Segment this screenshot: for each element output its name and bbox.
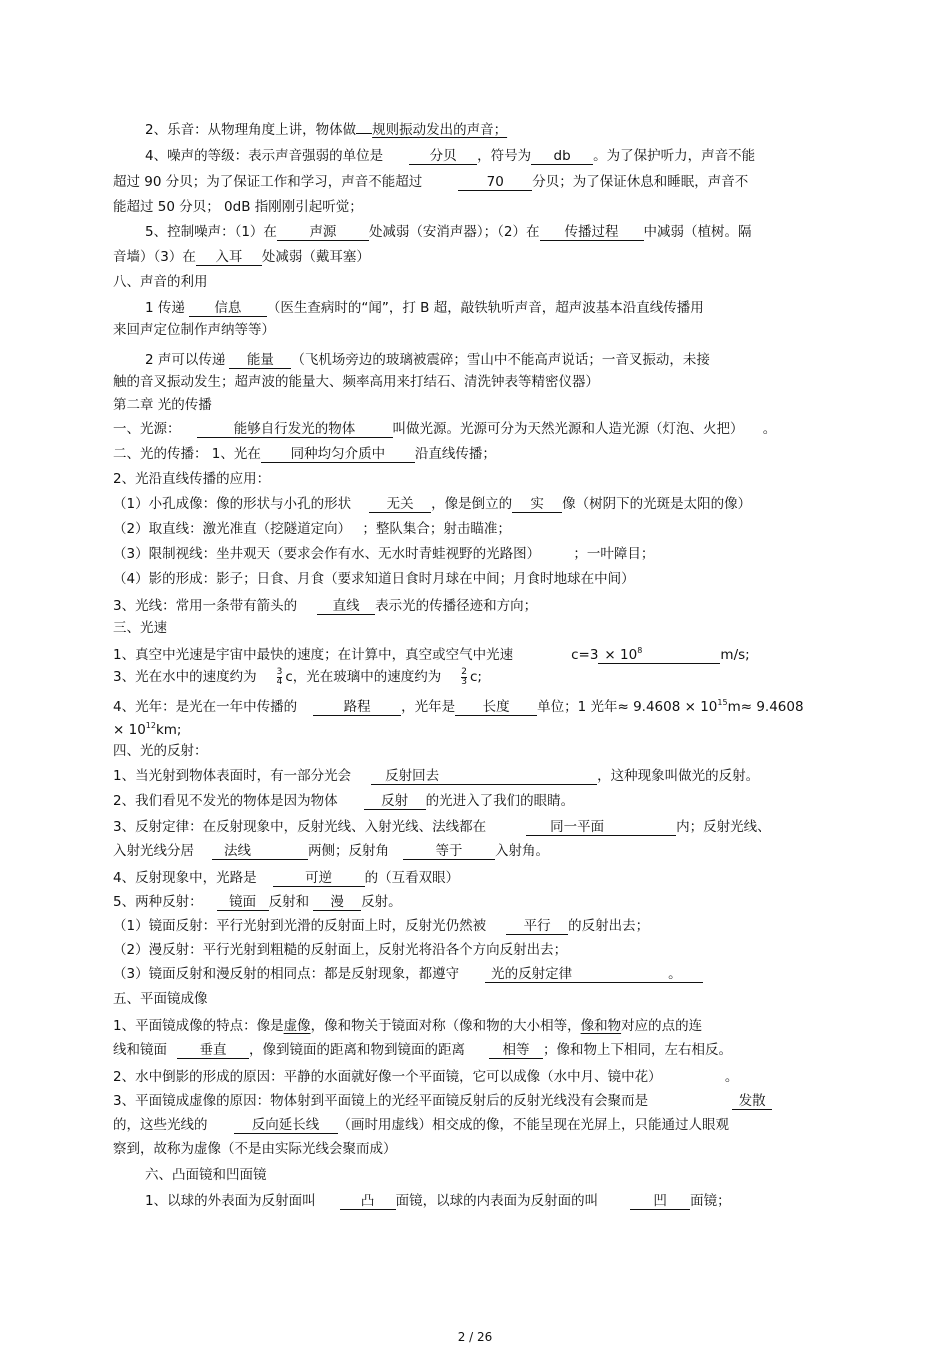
line-speed-media: 3、光在水中的速度约为 $\frac{3}{4}$ c，光在玻璃中的速度约为 $\frac{2}{3}$ c; (113, 666, 482, 687)
answer-ear: 入耳 (196, 249, 262, 266)
line-reflection-water: 2、水中倒影的形成的原因：平静的水面就好像一个平面镜，它可以成像（水中月、镜中花） 。 (113, 1069, 739, 1085)
answer-diverge: 发散 (732, 1093, 772, 1110)
answer-virtual-image: 虚像 (283, 1018, 311, 1034)
answer-reflect-back: 反射回去 (371, 768, 597, 785)
line-pinhole: （1）小孔成像：像的形状与小孔的形状 无关 ，像是倒立的 实 像（树阴下的光斑是太阳的像） (113, 496, 752, 512)
answer-normal: 法线 (212, 843, 308, 860)
line-virtual-image-reason-3: 察到，故称为虚像（不是由实际光线会聚而成） (113, 1141, 397, 1157)
fraction-two-thirds: $\frac{2}{3}$ (461, 666, 467, 687)
line-reflection-law: 3、反射定律：在反射现象中，反射光线、入射光线、法线都在 同一平面 内；反射光线、 (113, 819, 771, 835)
answer-reflection-law: 光的反射定律 。 (485, 966, 703, 983)
answer-concave: 凹 (630, 1193, 690, 1210)
line-mirror-features: 1、平面镜成像的特点：像是虚像，像和物关于镜面对称（像和物的大小相等，像和物对应的点的连 (113, 1018, 703, 1034)
answer-diffuse: 漫 (313, 894, 361, 911)
line-shadow: （4）影的形成：影子；日食、月食（要求知道日食时月球在中间；月食时地球在中间） (113, 571, 635, 587)
answer-distance: 路程 (313, 699, 401, 716)
line-noise-level: 4、噪声的等级：表示声音强弱的单位是 分贝 ，符号为 db 。为了保护听力，声音不能 (145, 148, 756, 164)
line-see-objects: 2、我们看见不发光的物体是因为物体 反射 的光进入了我们的眼睛。 (113, 793, 575, 809)
line-noise-control-2: 音墙）（3）在 入耳 处减弱（戴耳塞） (113, 249, 370, 265)
line-musical-sound: 2、乐音：从物理角度上讲，物体做 规则振动发出的声音； (145, 122, 508, 138)
answer-perpendicular: 垂直 (177, 1042, 249, 1059)
heading-curved-mirrors: 六、凸面镜和凹面镜 (145, 1167, 267, 1183)
answer-parallel: 平行 (506, 918, 568, 935)
fraction-three-quarters: $\frac{3}{4}$ (276, 666, 283, 687)
line-curved-mirror-def: 1、以球的外表面为反射面叫 凸 面镜，以球的内表面为反射面的叫 凹 面镜； (145, 1193, 731, 1209)
answer-equal-distance: 相等 (489, 1042, 543, 1059)
answer-propagation: 传播过程 (540, 224, 644, 241)
line-reversible: 4、反射现象中，光路是 可逆 的（互看双眼） (113, 870, 460, 886)
line-noise-control: 5、控制噪声：（1）在 声源 处减弱（安消声器）；（2）在 传播过程 中减弱（植树。隔 (145, 224, 752, 240)
answer-real: 实 (512, 496, 562, 513)
line-diffuse-reflection: （2）漫反射：平行光射到粗糙的反射面上，反射光将沿各个方向反射出去； (113, 942, 568, 958)
line-sound-energy: 2 声可以传递 能量 （飞机场旁边的玻璃被震碎；雪山中不能高声说话；一音叉振动，未接 (145, 352, 710, 368)
line-virtual-image-reason-2: 的，这些光线的 反向延长线 （画时用虚线）相交成的像，不能呈现在光屏上，只能通过人眼观 (113, 1117, 729, 1133)
answer-self-luminous: 能够自行发光的物体 (197, 421, 393, 438)
line-sound-info: 1 传递 信息 （医生查病时的“闻”，打 B 超，敲铁轨听声音，超声波基本沿直线传播用 (145, 300, 704, 316)
heading-sound-use: 八、声音的利用 (113, 274, 208, 290)
line-sound-info-2: 来回声定位制作声纳等等） (113, 322, 275, 338)
line-noise-level-2: 超过 90 分贝；为了保证工作和学习，声音不能超过 70 分贝；为了保证休息和睡眠，声音不 (113, 174, 749, 190)
line-specular-reflection: （1）镜面反射：平行光射到光滑的反射面上时，反射光仍然被 平行 的反射出去； (113, 918, 650, 934)
line-light-year-2: × $10^{12}km$; (113, 721, 182, 738)
answer-same-plane: 同一平面 (526, 819, 676, 836)
answer-length: 长度 (455, 699, 537, 716)
line-straight-line: （2）取直线：激光准直（挖隧道定向） ；整队集合；射击瞄准； (113, 521, 511, 537)
line-speed-vacuum: 1、真空中光速是宇宙中最快的速度；在计算中，真空或空气中光速 $c=3 \times 10^8$ m/s; (113, 643, 750, 664)
line-light-ray: 3、光线：常用一条带有箭头的 直线 表示光的传播径迹和方向； (113, 598, 538, 614)
answer-energy: 能量 (229, 352, 291, 369)
line-applications: 2、光沿直线传播的应用： (113, 471, 271, 487)
chapter-title: 第二章 光的传播 (113, 397, 212, 413)
heading-plane-mirror: 五、平面镜成像 (113, 991, 208, 1007)
line-noise-level-3: 能超过 50 分贝； 0dB 指刚刚引起听觉； (113, 199, 363, 215)
answer-reverse-extension: 反向延长线 (234, 1117, 338, 1134)
answer-image-object: 像和物 (580, 1018, 622, 1034)
line-virtual-image-reason: 3、平面镜成虚像的原因：物体射到平面镜上的光经平面镜反射后的反射光线没有会聚而是 发散 (113, 1092, 772, 1110)
answer-reflect: 反射 (364, 793, 426, 810)
page-number: 2 / 26 (457, 1330, 493, 1344)
answer-irrelevant: 无关 (369, 496, 431, 513)
answer-db: db (531, 148, 593, 165)
heading-light-speed: 三、光速 (113, 620, 167, 636)
line-limit-view: （3）限制视线：坐井观天（要求会作有水、无水时青蛙视野的光路图） ；一叶障目； (113, 546, 655, 562)
line-sound-energy-2: 触的音叉振动发生；超声波的能量大、频率高用来打结石、清洗钟表等精密仪器） (113, 374, 599, 390)
answer-convex: 凸 (340, 1193, 396, 1210)
answer-reversible: 可逆 (273, 870, 365, 887)
heading-reflection: 四、光的反射： (113, 743, 208, 759)
answer-specular: 镜面 (217, 894, 269, 911)
answer-source: 声源 (277, 224, 369, 241)
line-light-source: 一、光源： 能够自行发光的物体 叫做光源。光源可分为天然光源和人造光源（灯泡、火把） 。 (113, 421, 777, 437)
answer-70: 70 (458, 174, 532, 191)
answer-decibel: 分贝 (409, 148, 477, 165)
line-light-year: 4、光年：是光在一年中传播的 路程 ，光年是 长度 单位；1 光年≈ $9.4608 \times 10^{15}m\approx 9.4608$ (113, 698, 804, 715)
line-light-propagation: 二、光的传播： 1、光在 同种均匀介质中 沿直线传播； (113, 446, 496, 462)
line-reflection-def: 1、当光射到物体表面时，有一部分光会 反射回去 ，这种现象叫做光的反射。 (113, 768, 760, 784)
answer-regular-vibration: 规则振动发出的声音； (372, 122, 508, 138)
line-reflection-law-2: 入射光线分居 法线 两侧；反射角 等于 入射角。 (113, 843, 549, 859)
line-two-reflections: 5、两种反射： 镜面 反射和 漫 反射。 (113, 894, 402, 910)
answer-information: 信息 (189, 300, 267, 317)
answer-straight-line: 直线 (317, 598, 375, 615)
line-mirror-features-2: 线和镜面 垂直 ，像到镜面的距离和物到镜面的距离 相等 ；像和物上下相同，左右相反。 (113, 1042, 732, 1058)
answer-uniform-medium: 同种均匀介质中 (261, 446, 415, 463)
line-common-point: （3）镜面反射和漫反射的相同点：都是反射现象，都遵守 光的反射定律 。 (113, 965, 703, 983)
answer-speed-of-light: × $10^8$ (598, 643, 720, 664)
answer-equal: 等于 (403, 843, 495, 860)
